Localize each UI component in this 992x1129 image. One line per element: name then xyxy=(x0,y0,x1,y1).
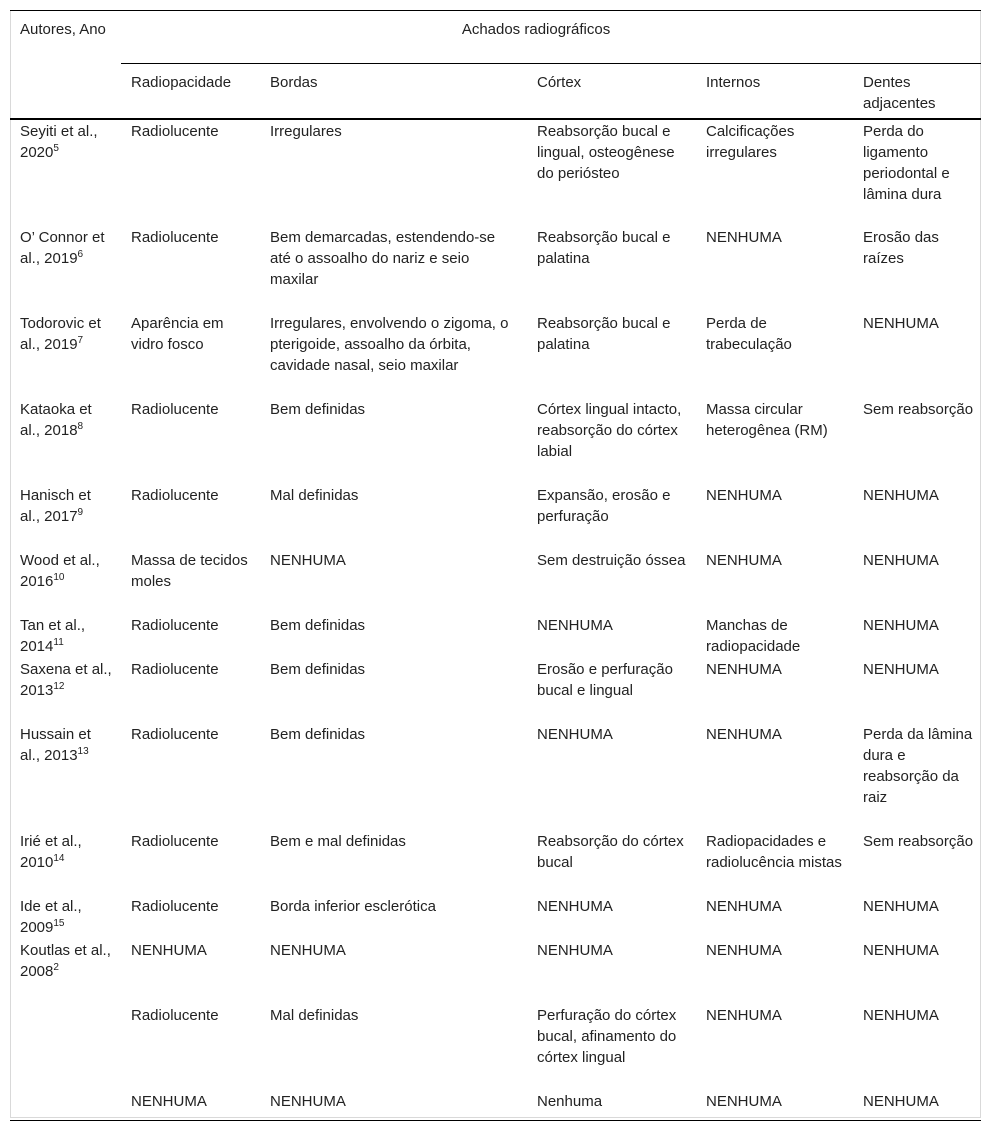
header-cortex: Córtex xyxy=(527,64,696,120)
cell-author xyxy=(10,1004,121,1090)
cell-internos: Perda de trabeculação xyxy=(706,315,792,353)
author-text: Ide et al., 2009 xyxy=(20,898,82,936)
cell-cortex: Reabsorção do córtex bucal xyxy=(537,833,684,871)
cell-dentes-adjacentes: NENHUMA xyxy=(853,1090,981,1120)
cell-author xyxy=(10,398,121,484)
cell-dentes-adjacentes: Erosão das raízes xyxy=(863,229,939,267)
cell-radiopacidade: Radiolucente xyxy=(131,1007,219,1024)
author-text: Hanisch et al., 2017 xyxy=(20,487,91,525)
cell-cortex: Reabsorção bucal e lingual, osteogênese do periósteo xyxy=(537,123,675,182)
header-row-group xyxy=(10,11,981,64)
cell-author xyxy=(10,484,121,549)
cell-bordas: Irregulares, envolvendo o zigoma, o pterigoide, assoalho da órbita, cavidade nasal, seio maxilar xyxy=(270,315,509,374)
cell-cortex: Reabsorção bucal e palatina xyxy=(537,229,671,267)
reference-number: 15 xyxy=(53,918,65,929)
cell-dentes-adjacentes: Sem reabsorção xyxy=(863,833,974,850)
cell-cortex: NENHUMA xyxy=(537,726,613,743)
header-group-radiographic: Achados radiográficos xyxy=(121,11,981,64)
table-row xyxy=(10,549,981,614)
reference-number: 9 xyxy=(77,507,84,518)
reference-number: 5 xyxy=(53,143,59,154)
cell-bordas: Bem definidas xyxy=(270,661,366,678)
cell-dentes-adjacentes: Sem reabsorção xyxy=(863,401,974,418)
cell-bordas: NENHUMA xyxy=(260,1090,527,1120)
cell-author xyxy=(10,939,121,1004)
table-row xyxy=(10,119,981,226)
header-dentes-adjacentes: Dentes adjacentes xyxy=(853,64,981,120)
cell-dentes-adjacentes: NENHUMA xyxy=(863,315,939,332)
cell-bordas: Bem demarcadas, estendendo-se até o assoalho do nariz e seio maxilar xyxy=(270,229,496,288)
reference-number: 12 xyxy=(53,681,65,692)
author-text: Todorovic et al., 2019 xyxy=(20,315,101,353)
reference-number: 14 xyxy=(53,853,65,864)
cell-internos: Manchas de radiopacidade xyxy=(706,617,801,655)
cell-radiopacidade: Radiolucente xyxy=(131,726,219,743)
table-row xyxy=(10,312,981,398)
cell-author xyxy=(10,830,121,895)
cell-bordas: Borda inferior esclerótica xyxy=(270,898,436,915)
author-text: Tan et al., 2014 xyxy=(20,617,86,655)
cell-bordas: Bem definidas xyxy=(270,401,366,418)
table-row xyxy=(10,1090,981,1120)
cell-radiopacidade: Radiolucente xyxy=(131,229,219,246)
cell-cortex: NENHUMA xyxy=(537,942,613,959)
cell-author xyxy=(10,723,121,830)
author-text: Irié et al., 2010 xyxy=(20,833,82,871)
cell-bordas: Bem definidas xyxy=(270,726,366,743)
cell-cortex: Córtex lingual intacto, reabsorção do córtex labial xyxy=(537,401,682,460)
cell-author xyxy=(10,312,121,398)
reference-number: 11 xyxy=(53,637,64,648)
cell-internos: NENHUMA xyxy=(706,1007,782,1024)
cell-radiopacidade: Radiolucente xyxy=(131,898,219,915)
cell-dentes-adjacentes: NENHUMA xyxy=(863,898,939,915)
cell-radiopacidade: Radiolucente xyxy=(131,487,219,504)
cell-bordas: NENHUMA xyxy=(270,552,346,569)
cell-dentes-adjacentes: Perda do ligamento periodontal e lâmina dura xyxy=(863,123,950,203)
header-row-columns xyxy=(10,64,981,120)
cell-cortex: Erosão e perfuração bucal e lingual xyxy=(537,661,673,699)
cell-bordas: Mal definidas xyxy=(270,487,359,504)
table-row xyxy=(10,398,981,484)
cell-author xyxy=(10,614,121,658)
cell-radiopacidade: Radiolucente xyxy=(131,661,219,678)
cell-radiopacidade: Radiolucente xyxy=(131,617,219,634)
reference-number: 8 xyxy=(77,421,84,432)
reference-number: 13 xyxy=(77,746,89,757)
table-row xyxy=(10,723,981,830)
cell-internos: NENHUMA xyxy=(706,726,782,743)
reference-number: 7 xyxy=(77,335,84,346)
cell-author xyxy=(10,1090,121,1120)
author-text: Kataoka et al., 2018 xyxy=(20,401,92,439)
author-text: Seyiti et al., 2020 xyxy=(20,123,98,161)
cell-cortex: NENHUMA xyxy=(537,898,613,915)
table-row xyxy=(10,895,981,939)
cell-radiopacidade: NENHUMA xyxy=(121,1090,260,1120)
cell-internos: NENHUMA xyxy=(706,552,782,569)
cell-dentes-adjacentes: NENHUMA xyxy=(863,487,939,504)
table-row xyxy=(10,1004,981,1090)
cell-cortex: Reabsorção bucal e palatina xyxy=(537,315,671,353)
cell-author xyxy=(10,549,121,614)
author-text: Koutlas et al., 2008 xyxy=(20,942,111,980)
cell-radiopacidade: Radiolucente xyxy=(131,401,219,418)
header-bordas: Bordas xyxy=(260,64,527,120)
cell-author xyxy=(10,895,121,939)
cell-dentes-adjacentes: NENHUMA xyxy=(863,617,939,634)
cell-radiopacidade: NENHUMA xyxy=(131,942,207,959)
author-text: Saxena et al., 2013 xyxy=(20,661,112,699)
header-internos: Internos xyxy=(696,64,853,120)
cell-dentes-adjacentes: NENHUMA xyxy=(863,1007,939,1024)
cell-dentes-adjacentes: NENHUMA xyxy=(863,661,939,678)
cell-radiopacidade: Massa de tecidos moles xyxy=(131,552,248,590)
cell-bordas: Bem e mal definidas xyxy=(270,833,406,850)
table-row xyxy=(10,830,981,895)
cell-cortex: Nenhuma xyxy=(527,1090,696,1120)
cell-internos: NENHUMA xyxy=(706,661,782,678)
cell-dentes-adjacentes: Perda da lâmina dura e reabsorção da raiz xyxy=(863,726,973,806)
cell-author xyxy=(10,226,121,312)
cell-internos: NENHUMA xyxy=(706,487,782,504)
reference-number: 6 xyxy=(77,249,84,260)
author-text: Hussain et al., 2013 xyxy=(20,726,91,764)
cell-internos: NENHUMA xyxy=(696,1090,853,1120)
cell-bordas: NENHUMA xyxy=(270,942,346,959)
cell-author xyxy=(10,119,121,226)
cell-internos: Massa circular heterogênea (RM) xyxy=(706,401,828,439)
cell-cortex: Sem destruição óssea xyxy=(537,552,686,569)
cell-cortex: Perfuração do córtex bucal, afinamento do córtex lingual xyxy=(537,1007,677,1066)
table-row xyxy=(10,484,981,549)
cell-internos: Calcificações irregulares xyxy=(706,123,795,161)
cell-cortex: NENHUMA xyxy=(537,617,613,634)
cell-radiopacidade: Aparência em vidro fosco xyxy=(131,315,224,353)
cell-dentes-adjacentes: NENHUMA xyxy=(863,942,939,959)
cell-dentes-adjacentes: NENHUMA xyxy=(863,552,939,569)
cell-radiopacidade: Radiolucente xyxy=(131,123,219,140)
cell-bordas: Mal definidas xyxy=(270,1007,359,1024)
cell-author xyxy=(10,658,121,723)
author-text: O’ Connor et al., 2019 xyxy=(20,229,105,267)
table-row xyxy=(10,658,981,723)
reference-number: 2 xyxy=(53,962,59,973)
cell-internos: NENHUMA xyxy=(706,942,782,959)
cell-radiopacidade: Radiolucente xyxy=(131,833,219,850)
cell-cortex: Expansão, erosão e perfuração xyxy=(537,487,671,525)
cell-internos: Radiopacidades e radiolucência mistas xyxy=(706,833,842,871)
cell-internos: NENHUMA xyxy=(706,898,782,915)
table-row xyxy=(10,226,981,312)
header-authors: Autores, Ano xyxy=(10,11,121,120)
table-row xyxy=(10,939,981,1004)
header-radiopacidade: Radiopacidade xyxy=(121,64,260,120)
author-text: Wood et al., 2016 xyxy=(20,552,100,590)
cell-internos: NENHUMA xyxy=(706,229,782,246)
cell-bordas: Irregulares xyxy=(270,123,342,140)
reference-number: 10 xyxy=(53,572,65,583)
table-row xyxy=(10,614,981,658)
table-body xyxy=(10,119,981,1120)
radiographic-findings-table xyxy=(10,10,981,1121)
cell-bordas: Bem definidas xyxy=(270,617,366,634)
